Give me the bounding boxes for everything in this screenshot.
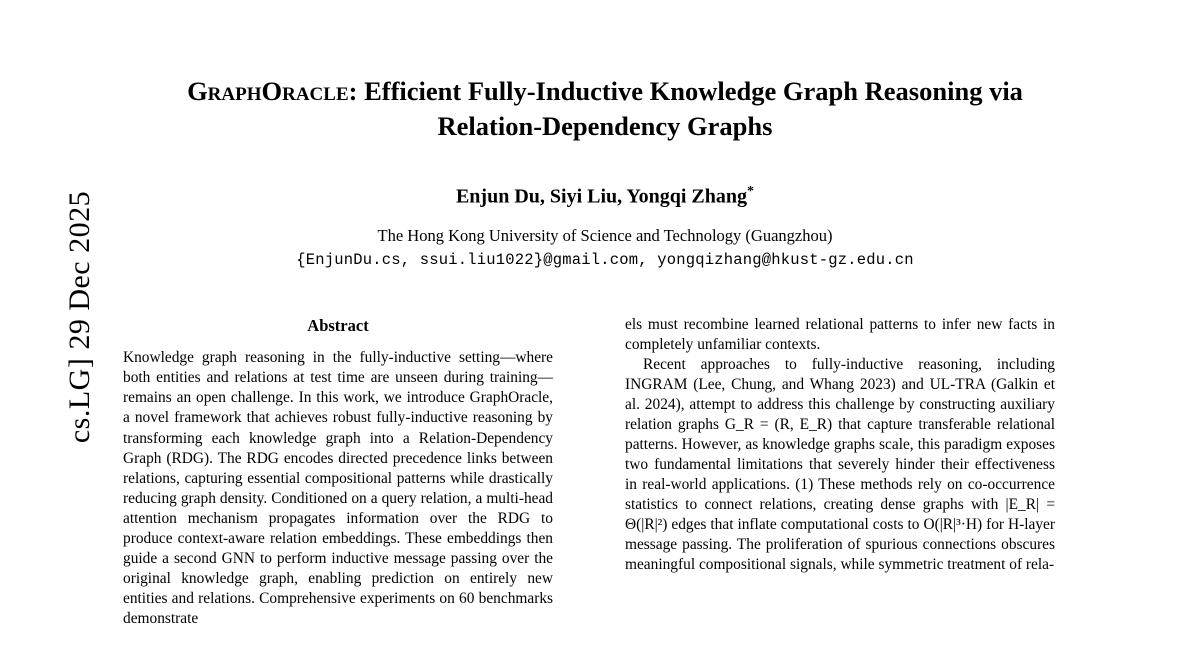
- abstract-text: Knowledge graph reasoning in the fully-inductive setting—where both entities and relations at test time are unseen during training—remains an open challenge. In this work, we introduce GraphOracle, a novel framework that achieves robust fully-inductive reasoning by transforming each knowledge graph into a Relation-Dependency Graph (RDG). The RDG encodes directed precedence links between relations, capturing essential compositional patterns while drastically reducing graph density. Conditioned on a query relation, a multi-head attention mechanism propagates information over the RDG to produce context-aware relation embeddings. These embeddings then guide a second GNN to perform inductive message passing over the original knowledge graph, enabling prediction on entirely new entities and relations. Comprehensive experiments on 60 benchmarks demonstrate: [123, 349, 553, 627]
- page-title: [120, 74, 1090, 144]
- arxiv-stamp: [0, 0, 96, 648]
- intro-paragraph-related-work: Recent approaches to fully-inductive reasoning, including INGRAM (Lee, Chung, and Whang 2023) and UL-TRA (Galkin et al. 2024), attempt to address this challenge by constructing auxiliary relation graphs G_R = (R, E_R) that capture transferable relational patterns. However, as knowledge graphs scale, this paradigm exposes two fundamental limitations that severely hinder their effectiveness in real-world applications. (1) These methods rely on co-occurrence statistics to connect relations, creating dense graphs with |E_R| = Θ(|R|²) edges that inflate computational costs to O(|R|³·H) for H-layer message passing. The proliferation of spurious connections obscures meaningful compositional signals, while symmetric treatment of rela-: [625, 356, 1055, 574]
- authors: [120, 184, 1090, 209]
- authors-names: Enjun Du, Siyi Liu, Yongqi Zhang: [455, 185, 748, 208]
- affiliation: The Hong Kong University of Science and Technology (Guangzhou): [377, 225, 833, 245]
- paper-title-name: GraphOracle: [187, 76, 349, 106]
- abstract-heading: Abstract: [307, 316, 369, 335]
- paper-title-line1-rest: : Efficient Fully-Inductive Knowledge Graph Reasoning via: [348, 76, 1023, 106]
- left-column: [123, 315, 553, 629]
- author-emails[interactable]: {EnjunDu.cs, ssui.liu1022}@gmail.com, yongqizhang@hkust-gz.edu.cn: [296, 250, 914, 269]
- right-column: [625, 315, 1055, 575]
- paper-title-line2: Relation-Dependency Graphs: [437, 110, 773, 141]
- title-block: [120, 74, 1090, 269]
- author-footnote-marker: *: [747, 183, 755, 199]
- intro-paragraph-continued: els must recombine learned relational patterns to infer new facts in completely unfamiliar contexts.: [625, 316, 1055, 354]
- arxiv-stamp-text: cs.LG] 29 Dec 2025: [63, 190, 96, 444]
